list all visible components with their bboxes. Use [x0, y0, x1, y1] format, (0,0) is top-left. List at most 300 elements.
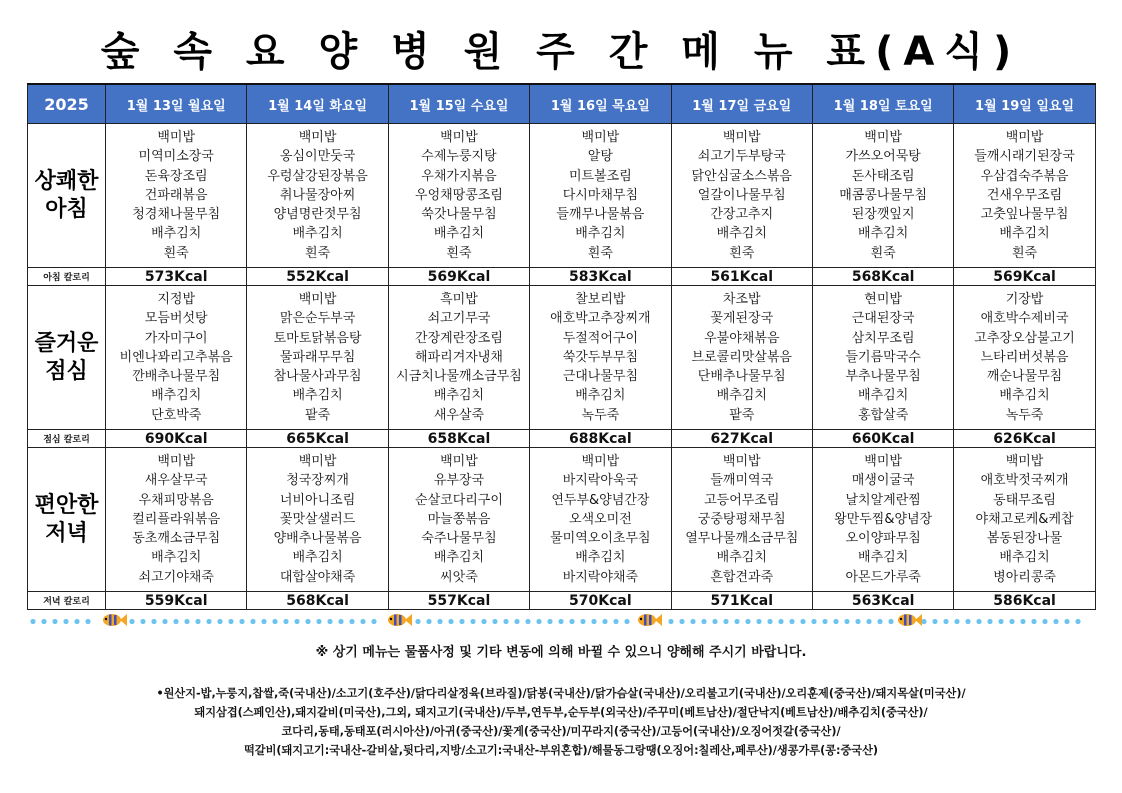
dish-item: 쑥갓두부무침: [562, 349, 639, 365]
bubble-icon: [800, 619, 805, 624]
dish-item: 왕만두찜&양념장: [834, 511, 933, 527]
meal-row: [28, 448, 1096, 592]
dish-item: 컬리플라워볶음: [132, 511, 221, 527]
dish-item: 부추나물무침: [845, 369, 921, 385]
dish-cell: [671, 286, 812, 430]
bubble-icon: [85, 619, 90, 624]
bubble-icon: [30, 619, 35, 624]
dish-item: 병아리콩죽: [993, 569, 1056, 585]
dish-item: 아몬드가루죽: [845, 569, 921, 585]
meal-label-line: 상쾌한: [34, 168, 99, 194]
meal-label-line: 아침: [45, 196, 88, 222]
dish-item: 알탕: [587, 149, 613, 165]
dish-item: 유부장국: [433, 473, 485, 489]
dish-item: 배추김치: [151, 226, 202, 242]
dish-item: 매생이굴국: [851, 473, 915, 489]
dish-item: 흰죽: [870, 245, 896, 261]
dish-item: 들깨시래기된장국: [974, 149, 1075, 165]
dish-item: 매콤콩나물무침: [839, 187, 928, 203]
bubble-icon: [1064, 619, 1069, 624]
dish-item: 꽃게된장국: [710, 311, 774, 327]
dish-item: 연두부&양념간장: [551, 492, 650, 508]
bubble-icon: [932, 619, 937, 624]
bubble-icon: [580, 619, 585, 624]
bubble-icon: [1053, 619, 1058, 624]
dish-item: 토마토닭볶음탕: [273, 330, 362, 346]
bubble-icon: [503, 619, 508, 624]
dish-item: 배추김치: [292, 388, 343, 404]
bubble-icon: [63, 619, 68, 624]
calorie-value: 570Kcal: [530, 592, 671, 610]
calorie-value: 573Kcal: [106, 268, 247, 286]
calorie-value: 688Kcal: [530, 430, 671, 448]
bubble-icon: [151, 619, 156, 624]
bubble-icon: [1031, 619, 1036, 624]
bubble-icon: [481, 619, 486, 624]
dish-item: 마늘쫑볶음: [427, 511, 491, 527]
calorie-value: 583Kcal: [530, 268, 671, 286]
dish-item: 간장고추지: [710, 207, 774, 223]
calorie-value: 563Kcal: [812, 592, 953, 610]
bubble-icon: [283, 619, 288, 624]
dish-item: 배추김치: [151, 388, 202, 404]
dish-item: 찰보리밥: [575, 291, 626, 307]
calorie-row: [28, 430, 1096, 448]
dish-item: 간장계란장조림: [415, 330, 503, 346]
bubble-icon: [756, 619, 761, 624]
calorie-value: 627Kcal: [671, 430, 812, 448]
bubble-icon: [734, 619, 739, 624]
header-row: [28, 84, 1096, 124]
dish-item: 들깨무나물볶음: [556, 207, 645, 223]
calorie-value: 658Kcal: [388, 430, 529, 448]
dish-item: 흰죽: [446, 245, 472, 261]
dish-item: 녹두죽: [1005, 407, 1044, 423]
bubble-icon: [822, 619, 827, 624]
dish-item: 시금치나물깨소금무침: [396, 369, 522, 385]
origin-line: 돼지삼겹(스페인산),돼지갈비(미국산),그외, 돼지고기(국내산)/두부,연두부,순두부(외국산)/주꾸미(베트남산)/절단낙지(베트남산)/배추김치(중국산)/: [194, 706, 928, 719]
bubble-icon: [976, 619, 981, 624]
dish-item: 백미밥: [440, 453, 478, 469]
bubble-icon: [811, 619, 816, 624]
calorie-value: 586Kcal: [954, 592, 1095, 610]
dish-item: 씨앗죽: [440, 569, 478, 585]
bubble-icon: [888, 619, 893, 624]
bubble-icon: [470, 619, 475, 624]
bubble-icon: [492, 619, 497, 624]
dish-item: 가자미구이: [144, 330, 208, 346]
bubble-icon: [921, 619, 926, 624]
dish-item: 배추김치: [716, 226, 767, 242]
bubble-icon: [723, 619, 728, 624]
bubble-icon: [349, 619, 354, 624]
calorie-value: 561Kcal: [671, 268, 812, 286]
dish-item: 미트볼조림: [568, 168, 632, 184]
bubble-icon: [1075, 619, 1080, 624]
dish-item: 배추김치: [575, 226, 626, 242]
dish-item: 백미밥: [440, 129, 478, 145]
bubble-icon: [866, 619, 871, 624]
dish-item: 근대나물무침: [562, 369, 639, 385]
day-header: 1월 14일 화요일: [247, 84, 388, 124]
dish-cell: [388, 124, 529, 268]
dish-item: 백미밥: [1005, 129, 1044, 145]
dish-item: 흰죽: [305, 245, 331, 261]
dish-item: 취나물장아찌: [279, 187, 356, 203]
bubble-icon: [327, 619, 332, 624]
dish-item: 배추김치: [999, 226, 1050, 242]
bubble-icon: [1020, 619, 1025, 624]
dish-item: 청경채나물무침: [132, 207, 221, 223]
dish-item: 흰죽: [163, 245, 189, 261]
bubble-icon: [294, 619, 299, 624]
bubble-icon: [701, 619, 706, 624]
dish-item: 수제누룽지탕: [421, 149, 497, 165]
calorie-label: 점심 칼로리: [28, 430, 106, 448]
dish-item: 우불야채볶음: [704, 330, 780, 346]
dish-item: 흰죽: [587, 245, 613, 261]
dish-cell: [247, 286, 388, 430]
fish-icon: [898, 614, 922, 626]
dish-item: 너비아니조림: [279, 492, 356, 508]
bubble-icon: [140, 619, 145, 624]
dish-cell: [106, 124, 247, 268]
bubble-icon: [206, 619, 211, 624]
day-header: 1월 15일 수요일: [388, 84, 529, 124]
dish-item: 배추김치: [292, 226, 343, 242]
bubble-icon: [624, 619, 629, 624]
calorie-value: 569Kcal: [388, 268, 529, 286]
bubble-icon: [514, 619, 519, 624]
dish-item: 모듬버섯탕: [144, 311, 208, 327]
dish-item: 애호박젓국찌개: [980, 473, 1069, 489]
calorie-value: 626Kcal: [954, 430, 1095, 448]
dish-item: 배추김치: [858, 226, 909, 242]
fish-icon: [388, 614, 412, 626]
dish-item: 백미밥: [722, 129, 761, 145]
dish-cell: [812, 124, 953, 268]
dish-item: 열무나물깨소금무침: [685, 531, 799, 547]
bubble-icon: [272, 619, 277, 624]
dish-item: 백미밥: [1005, 453, 1044, 469]
calorie-value: 552Kcal: [247, 268, 388, 286]
dish-item: 배추김치: [858, 550, 909, 566]
dish-item: 대합살야채죽: [279, 569, 356, 585]
dish-item: 애호박고추장찌개: [550, 311, 651, 327]
dish-item: 배추김치: [716, 550, 767, 566]
dish-item: 배추김치: [433, 550, 485, 566]
calorie-row: [28, 268, 1096, 286]
dish-item: 얼갈이나물무침: [697, 187, 786, 203]
meal-label-line: 저녁: [45, 520, 88, 546]
dish-item: 건새우무조림: [986, 187, 1063, 203]
dish-cell: [812, 286, 953, 430]
dish-item: 백미밥: [581, 453, 620, 469]
dish-item: 순살코다리구이: [415, 492, 503, 508]
bubble-icon: [712, 619, 717, 624]
dish-item: 현미밥: [864, 291, 902, 307]
dish-item: 백미밥: [157, 129, 196, 145]
bubble-icon: [228, 619, 233, 624]
bubble-icon: [448, 619, 453, 624]
dish-cell: [954, 286, 1095, 430]
dish-cell: [247, 124, 388, 268]
bubble-icon: [591, 619, 596, 624]
dish-cell: [388, 448, 529, 592]
dish-cell: [530, 124, 671, 268]
bubble-icon: [525, 619, 530, 624]
dish-item: 배추김치: [575, 550, 626, 566]
calorie-value: 557Kcal: [388, 592, 529, 610]
bubble-icon: [943, 619, 948, 624]
dish-item: 배추김치: [575, 388, 626, 404]
bubble-fish-divider: [27, 611, 1095, 629]
dish-item: 흔합견과죽: [710, 569, 774, 585]
bubble-icon: [668, 619, 673, 624]
dish-item: 가쓰오어묵탕: [845, 149, 921, 165]
dish-item: 들기름막국수: [845, 349, 921, 365]
dish-item: 야채고로케&케찹: [975, 511, 1074, 527]
bubble-icon: [41, 619, 46, 624]
dish-item: 단배추나물무침: [697, 369, 786, 385]
bubble-icon: [261, 619, 266, 624]
bubble-icon: [371, 619, 376, 624]
dish-item: 동초깨소금무침: [132, 531, 221, 547]
bubble-icon: [162, 619, 167, 624]
dish-cell: [671, 448, 812, 592]
dish-item: 흑미밥: [440, 291, 478, 307]
dish-item: 참나물사과무침: [273, 369, 362, 385]
dish-cell: [247, 448, 388, 592]
dish-item: 맑은순두부국: [279, 311, 356, 327]
dish-item: 새우살무국: [144, 473, 208, 489]
dish-item: 백미밥: [298, 291, 337, 307]
bubble-icon: [855, 619, 860, 624]
dish-item: 고춧잎나물무침: [980, 207, 1069, 223]
day-header: 1월 13일 월요일: [106, 84, 247, 124]
origin-line: •원산지-밥,누룽지,찹쌀,죽(국내산)/소고기(호주산)/닭다리살정육(브라질)/닭봉(국내산)/닭가슴살(국내산)/오리불고기(국내산)/오리훈제(중국산)/돼지목살(미국산)/: [156, 687, 966, 700]
dish-item: 기장밥: [1005, 291, 1044, 307]
meal-label-line: 편안한: [34, 492, 99, 518]
dish-item: 오이양파무침: [845, 531, 921, 547]
bubble-icon: [679, 619, 684, 624]
dish-item: 배추김치: [292, 550, 343, 566]
dish-item: 비엔나꽈리고추볶음: [119, 349, 233, 365]
dish-item: 바지락아욱국: [562, 473, 639, 489]
dish-item: 차조밥: [722, 291, 761, 307]
dish-cell: [954, 124, 1095, 268]
dish-item: 우엉채땅콩조림: [415, 187, 503, 203]
calorie-value: 571Kcal: [671, 592, 812, 610]
meal-label: [28, 448, 106, 592]
dish-item: 닭안심굴소스볶음: [691, 168, 792, 184]
dish-item: 백미밥: [298, 129, 337, 145]
meal-label-line: 점심: [45, 358, 88, 384]
dish-cell: [671, 124, 812, 268]
dish-item: 옹심이만둣국: [279, 149, 356, 165]
bubble-icon: [987, 619, 992, 624]
dish-cell: [954, 448, 1095, 592]
bubble-icon: [360, 619, 365, 624]
dish-item: 쇠고기무국: [427, 311, 491, 327]
dish-item: 쑥갓나물무침: [421, 207, 497, 223]
bubble-icon: [415, 619, 420, 624]
calorie-row: [28, 592, 1096, 610]
year-cell: 2025: [28, 84, 106, 124]
dish-item: 팥죽: [729, 407, 755, 423]
calorie-value: 559Kcal: [106, 592, 247, 610]
dish-item: 백미밥: [581, 129, 620, 145]
dish-item: 돈육장조림: [144, 168, 208, 184]
dish-item: 오색오미전: [568, 511, 632, 527]
bubble-icon: [129, 619, 134, 624]
dish-item: 배추김치: [151, 550, 202, 566]
dish-item: 팥죽: [305, 407, 331, 423]
dish-item: 양배추나물볶음: [273, 531, 362, 547]
bubble-icon: [536, 619, 541, 624]
origin-info: [20, 684, 1102, 760]
bubble-icon: [52, 619, 57, 624]
dish-item: 우채피망볶음: [138, 492, 214, 508]
bubble-icon: [558, 619, 563, 624]
bubble-icon: [239, 619, 244, 624]
meal-row: [28, 124, 1096, 268]
notice-text: ※ 상기 메뉴는 물품사정 및 기타 변동에 의해 바뀔 수 있으니 양해해 주시기 바랍니다.: [315, 645, 807, 660]
dish-item: 애호박수제비국: [980, 311, 1069, 327]
dish-item: 배추김치: [433, 388, 485, 404]
dish-item: 우렁살강된장볶음: [267, 168, 368, 184]
bubble-icon: [173, 619, 178, 624]
day-header: 1월 17일 금요일: [671, 84, 812, 124]
dish-item: 녹두죽: [581, 407, 620, 423]
bubble-icon: [877, 619, 882, 624]
bubble-icon: [426, 619, 431, 624]
dish-item: 배추김치: [716, 388, 767, 404]
dish-item: 날치알계란찜: [845, 492, 921, 508]
dish-cell: [388, 286, 529, 430]
calorie-value: 660Kcal: [812, 430, 953, 448]
calorie-label: 아침 칼로리: [28, 268, 106, 286]
dish-item: 물파래무무침: [279, 349, 356, 365]
dish-cell: [812, 448, 953, 592]
dish-item: 건파래볶음: [144, 187, 208, 203]
bubble-icon: [954, 619, 959, 624]
bubble-icon: [459, 619, 464, 624]
bubble-icon: [437, 619, 442, 624]
dish-item: 쇠고기야채죽: [138, 569, 214, 585]
day-header: 1월 18일 토요일: [812, 84, 953, 124]
dish-item: 백미밥: [298, 453, 337, 469]
dish-item: 숙주나물무침: [421, 531, 497, 547]
dish-item: 깐배추나물무침: [132, 369, 221, 385]
dish-item: 흰죽: [1011, 245, 1038, 261]
bubble-icon: [184, 619, 189, 624]
dish-item: 다시마채무침: [562, 187, 639, 203]
dish-item: 흰죽: [729, 245, 755, 261]
bubble-icon: [195, 619, 200, 624]
dish-item: 백미밥: [864, 129, 902, 145]
dish-item: 우채가지볶음: [421, 168, 497, 184]
bubble-icon: [305, 619, 310, 624]
dish-item: 배추김치: [999, 550, 1050, 566]
bubble-icon: [74, 619, 79, 624]
dish-item: 새우살죽: [433, 407, 485, 423]
dish-item: 들깨미역국: [710, 473, 774, 489]
bubble-icon: [1009, 619, 1014, 624]
dish-item: 된장깻잎지: [851, 207, 915, 223]
calorie-value: 568Kcal: [812, 268, 953, 286]
dish-item: 바지락야채죽: [562, 569, 639, 585]
dish-item: 단호박죽: [151, 407, 202, 423]
dish-item: 근대된장국: [851, 311, 915, 327]
dish-item: 브로콜리맛살볶음: [691, 349, 792, 365]
dish-item: 돈사태조림: [851, 168, 915, 184]
bubble-icon: [965, 619, 970, 624]
bubble-icon: [250, 619, 255, 624]
dish-item: 홍합살죽: [858, 407, 909, 423]
bubble-icon: [316, 619, 321, 624]
calorie-value: 569Kcal: [954, 268, 1095, 286]
dish-item: 지정밥: [157, 291, 196, 307]
dish-item: 느타리버섯볶음: [980, 349, 1069, 365]
calorie-value: 568Kcal: [247, 592, 388, 610]
dish-item: 동태무조림: [993, 492, 1056, 508]
meal-label-line: 즐거운: [34, 330, 99, 356]
bubble-icon: [217, 619, 222, 624]
bubble-icon: [569, 619, 574, 624]
fish-icon: [103, 614, 127, 626]
dish-item: 꽃맛살샐러드: [279, 511, 356, 527]
dish-item: 고등어무조림: [704, 492, 780, 508]
dish-item: 백미밥: [157, 453, 196, 469]
dish-item: 깨순나물무침: [986, 369, 1063, 385]
bubble-icon: [745, 619, 750, 624]
bubble-icon: [844, 619, 849, 624]
calorie-value: 665Kcal: [247, 430, 388, 448]
dish-item: 백미밥: [864, 453, 902, 469]
dish-item: 미역미소장국: [138, 149, 214, 165]
bubble-icon: [338, 619, 343, 624]
dish-item: 청국장찌개: [286, 473, 349, 489]
dish-item: 양념명란젓무침: [273, 207, 362, 223]
bubble-icon: [778, 619, 783, 624]
page-title: 숲 속 요 양 병 원 주 간 메 뉴 표(A식): [100, 29, 1022, 75]
dish-item: 해파리겨자냉채: [415, 349, 503, 365]
bubble-icon: [602, 619, 607, 624]
dish-item: 고추장오삼불고기: [974, 330, 1075, 346]
dish-cell: [530, 448, 671, 592]
dish-item: 배추김치: [999, 388, 1050, 404]
origin-line: 코다리,동태,동태포(러시아산)/아귀(중국산)/꽃게(중국산)/미꾸라지(중국산)/고등어(국내산)/오징어젓갈(중국산)/: [281, 725, 841, 738]
dish-item: 쇠고기두부탕국: [697, 149, 786, 165]
dish-cell: [530, 286, 671, 430]
dish-cell: [106, 448, 247, 592]
bubble-icon: [1042, 619, 1047, 624]
bubble-icon: [998, 619, 1003, 624]
bubble-icon: [767, 619, 772, 624]
bubble-icon: [690, 619, 695, 624]
dish-item: 백미밥: [722, 453, 761, 469]
weekly-menu-table: [27, 83, 1096, 610]
meal-row: [28, 286, 1096, 430]
dish-item: 두절적어구이: [562, 330, 639, 346]
dish-item: 물미역오이초무침: [550, 531, 651, 547]
meal-label: [28, 286, 106, 430]
dish-cell: [106, 286, 247, 430]
calorie-label: 저녁 칼로리: [28, 592, 106, 610]
meal-label: [28, 124, 106, 268]
bubble-icon: [833, 619, 838, 624]
